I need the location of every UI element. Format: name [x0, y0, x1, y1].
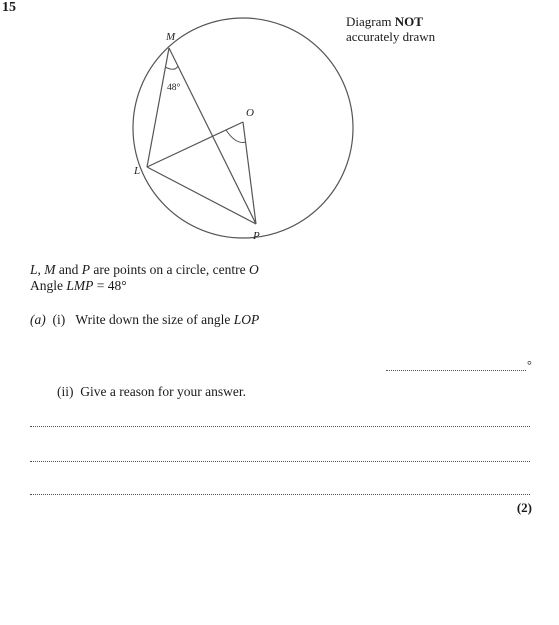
- label-P: P: [253, 230, 260, 242]
- statement-line-2: Angle LMP = 48°: [30, 278, 127, 293]
- question-number: 15: [2, 0, 16, 15]
- marks-label: (2): [516, 500, 532, 515]
- radius-OP: [243, 122, 256, 224]
- reason-line-3[interactable]: [30, 494, 530, 495]
- sub-ii-label: (ii): [57, 384, 74, 399]
- part-a-ii: (ii) Give a reason for your answer.: [57, 384, 246, 399]
- angle-arc-M: [165, 66, 178, 69]
- label-O: O: [246, 107, 254, 119]
- reason-line-1[interactable]: [30, 426, 530, 427]
- reason-line-2[interactable]: [30, 461, 530, 462]
- circle-diagram: [0, 0, 559, 260]
- chord-LP: [147, 167, 256, 224]
- part-a-label: (a): [30, 312, 46, 327]
- statement-line-1: L, M and P are points on a circle, centre O: [30, 262, 259, 277]
- part-a-i: (a) (i) Write down the size of angle LOP: [30, 312, 260, 327]
- circle: [133, 18, 353, 238]
- note-line-2: accurately drawn: [346, 29, 436, 44]
- angle-label-48: 48°: [167, 83, 181, 93]
- label-L: L: [134, 165, 141, 177]
- label-M: M: [166, 31, 176, 43]
- radius-OL: [147, 122, 243, 167]
- answer-line-angle[interactable]: [386, 370, 526, 371]
- angle-arc-O: [226, 130, 246, 143]
- degree-symbol: °: [527, 358, 532, 372]
- chord-ML: [147, 48, 169, 167]
- diagram-note: [346, 14, 435, 44]
- sub-i-label: (i): [52, 312, 66, 327]
- note-line-1: Diagram NOT: [346, 14, 423, 29]
